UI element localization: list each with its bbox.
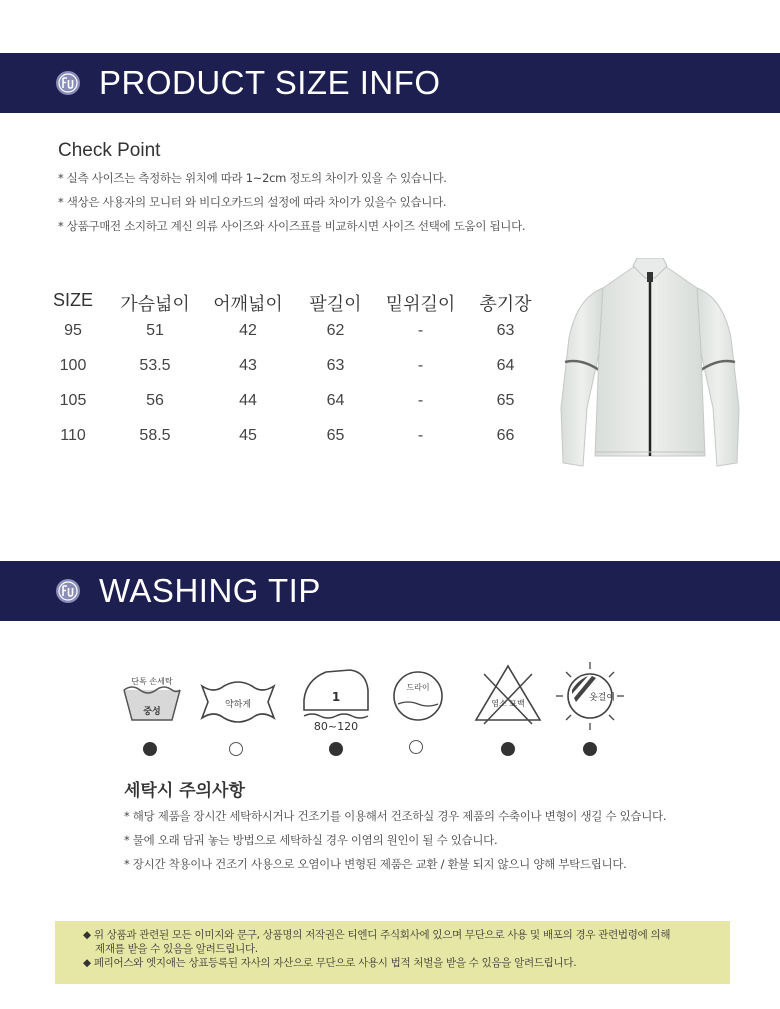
iron-dot <box>329 742 343 756</box>
cell-rise: - <box>417 357 424 374</box>
dry-clean-label: 드라이 <box>406 683 430 692</box>
table-row <box>48 322 568 350</box>
cell-size: 110 <box>60 427 86 444</box>
cell-chest: 53.5 <box>139 357 171 374</box>
cell-shoulder: 43 <box>239 357 257 374</box>
dry-clean-dot <box>409 740 423 754</box>
check-point-title: Check Point <box>58 140 161 161</box>
cell-shoulder: 42 <box>239 322 257 339</box>
cell-chest: 51 <box>146 322 164 339</box>
jacket-product-image <box>555 258 745 473</box>
caution-title: 세탁시 주의사항 <box>124 781 245 801</box>
header-chest: 가슴넓이 <box>120 294 190 314</box>
no-bleach-icon <box>468 660 548 732</box>
cell-sleeve: 65 <box>326 427 345 444</box>
cell-length: 63 <box>496 322 515 339</box>
cell-rise: - <box>417 322 424 339</box>
cell-rise: - <box>417 427 424 444</box>
check-point-item: * 상품구매전 소지하고 계신 의류 사이즈와 사이즈표를 비교하시면 사이즈 선택에 도움이 됩니다. <box>58 219 526 233</box>
size-info-title: PRODUCT SIZE INFO <box>99 64 441 101</box>
hand-wash-top-label: 단독 손세탁 <box>131 677 173 686</box>
caution-item: * 해당 제품을 장시간 세탁하시거나 건조기를 이용해서 건조하실 경우 제품의 수축이나 변형이 생길 수 있습니다. <box>124 809 667 823</box>
cell-chest: 56 <box>146 392 164 409</box>
fu-logo-icon <box>55 70 81 96</box>
cell-sleeve: 64 <box>326 392 345 409</box>
washing-tip-banner <box>0 561 780 621</box>
washing-tip-title: WASHING TIP <box>99 572 321 609</box>
cell-length: 64 <box>496 357 515 374</box>
cell-chest: 58.5 <box>139 427 171 444</box>
header-shoulder: 어깨넓이 <box>213 294 283 314</box>
wring-gently-label: 약하게 <box>224 700 252 710</box>
check-point-list <box>58 170 578 242</box>
iron-temp-label: 80~120 <box>313 720 359 733</box>
hang-dry-dot <box>583 742 597 756</box>
caution-list <box>124 808 724 880</box>
hand-wash-dot <box>143 742 157 756</box>
table-row <box>48 357 568 385</box>
header-length: 총기장 <box>479 294 532 314</box>
size-info-banner <box>0 53 780 113</box>
no-bleach-label: 염소 표백 <box>491 699 525 708</box>
cell-sleeve: 63 <box>326 357 345 374</box>
hang-dry-label: 옷걸이 <box>588 693 616 703</box>
copyright-notice <box>55 921 730 984</box>
hand-wash-label: 중성 <box>143 707 161 717</box>
iron-level-label: 1 <box>331 690 341 704</box>
check-point-item: * 실측 사이즈는 측정하는 위치에 따라 1~2cm 정도의 차이가 있을 수 있습니다. <box>58 171 447 185</box>
size-table-header <box>48 290 568 318</box>
header-size: SIZE <box>52 290 93 310</box>
dry-clean-icon <box>378 660 458 732</box>
notice-line: ◆ 페리어스와 엣지애는 상표등록된 자사의 자산으로 무단으로 사용시 법적 처벌을 받을 수 있음을 알려드립니다. <box>83 957 577 969</box>
cell-shoulder: 45 <box>239 427 257 444</box>
notice-line: 제재를 받을 수 있음을 알려드립니다. <box>95 943 258 955</box>
notice-line: ◆ 위 상품과 관련된 모든 이미지와 문구, 상품명의 저작권은 티엔디 주식회사에 있으며 무단으로 사용 및 배포의 경우 관련법령에 의해 <box>83 929 671 941</box>
cell-length: 65 <box>496 392 515 409</box>
header-sleeve: 팔길이 <box>309 294 362 314</box>
wring-gently-dot <box>229 742 243 756</box>
fu-logo-icon <box>55 578 81 604</box>
hand-wash-icon <box>112 660 192 732</box>
cell-length: 66 <box>496 427 515 444</box>
cell-shoulder: 44 <box>239 392 257 409</box>
cell-sleeve: 62 <box>326 322 345 339</box>
no-bleach-dot <box>501 742 515 756</box>
cell-size: 95 <box>64 322 82 339</box>
check-point-item: * 색상은 사용자의 모니터 와 비디오카드의 설정에 따라 차이가 있을수 있습니다. <box>58 195 447 209</box>
caution-item: * 장시간 착용이나 건조기 사용으로 오염이나 변형된 제품은 교환 / 환불 되지 않으니 양해 부탁드립니다. <box>124 857 627 871</box>
table-row <box>48 427 568 455</box>
caution-item: * 물에 오래 담궈 놓는 방법으로 세탁하실 경우 이염의 원인이 될 수 있습니다. <box>124 833 498 847</box>
cell-rise: - <box>417 392 424 409</box>
cell-size: 100 <box>59 357 87 374</box>
table-row <box>48 392 568 420</box>
wring-gently-icon <box>198 660 278 732</box>
header-rise: 밑위길이 <box>385 294 456 314</box>
cell-size: 105 <box>59 392 87 409</box>
